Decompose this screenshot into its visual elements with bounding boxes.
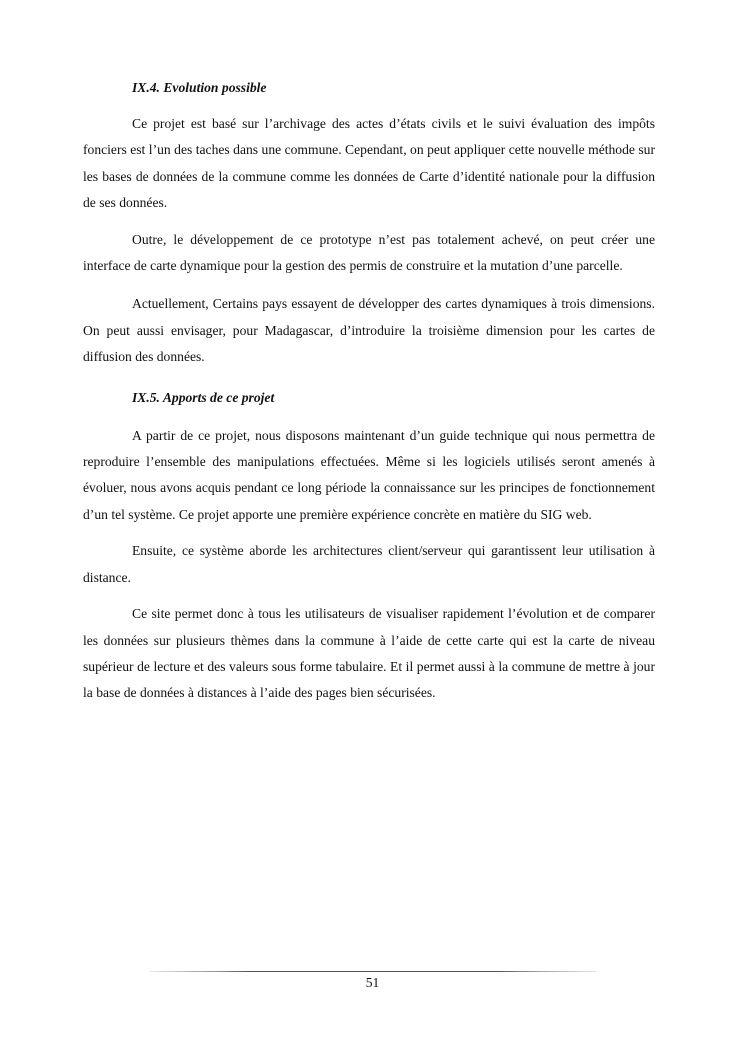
footer-divider	[150, 971, 596, 972]
page-number: 51	[365, 975, 380, 990]
section-heading-apports: IX.5. Apports de ce projet	[132, 389, 275, 405]
paragraph: Ensuite, ce système aborde les architectures client/serveur qui garantissent leur utilisation à distance.	[83, 543, 655, 585]
paragraph: Actuellement, Certains pays essayent de développer des cartes dynamiques à trois dimensions. On peut aussi envisager, pour Madagascar, d’introduire la troisième dimension pour les cartes de diffusion des données.	[83, 296, 655, 365]
page-body	[83, 78, 655, 707]
section-heading-evolution: IX.4. Evolution possible	[132, 80, 267, 95]
paragraph: Outre, le développement de ce prototype n’est pas totalement achevé, on peut créer une interface de carte dynamique pour la gestion des permis de construire et la mutation d’une parcelle.	[83, 231, 655, 274]
paragraph: A partir de ce projet, nous disposons maintenant d’un guide technique qui nous permettra de reproduire l’ensemble des manipulations effectuées. Même si les logiciels utilisés seront amenés à évoluer, nous avons acquis pendant ce long période la connaissance sur les principes de fonctionnement d’un tel système. Ce projet apporte une première expérience concrète en matière du SIG web.	[83, 427, 655, 522]
paragraph: Ce site permet donc à tous les utilisateurs de visualiser rapidement l’évolution et de comparer les données sur plusieurs thèmes dans la commune à l’aide de cette carte qui est la carte de niveau supérieur de lecture et des valeurs sous forme tabulaire. Et il permet aussi à la commune de mettre à jour la base de données à distances à l’aide des pages bien sécurisées.	[83, 606, 655, 701]
paragraph: Ce projet est basé sur l’archivage des actes d’états civils et le suivi évaluation des impôts fonciers est l’un des taches dans une commune. Cependant, on peut appliquer cette nouvelle méthode sur les bases de données de la commune comme les données de Carte d’identité nationale pour la diffusion de ses données.	[83, 116, 655, 211]
